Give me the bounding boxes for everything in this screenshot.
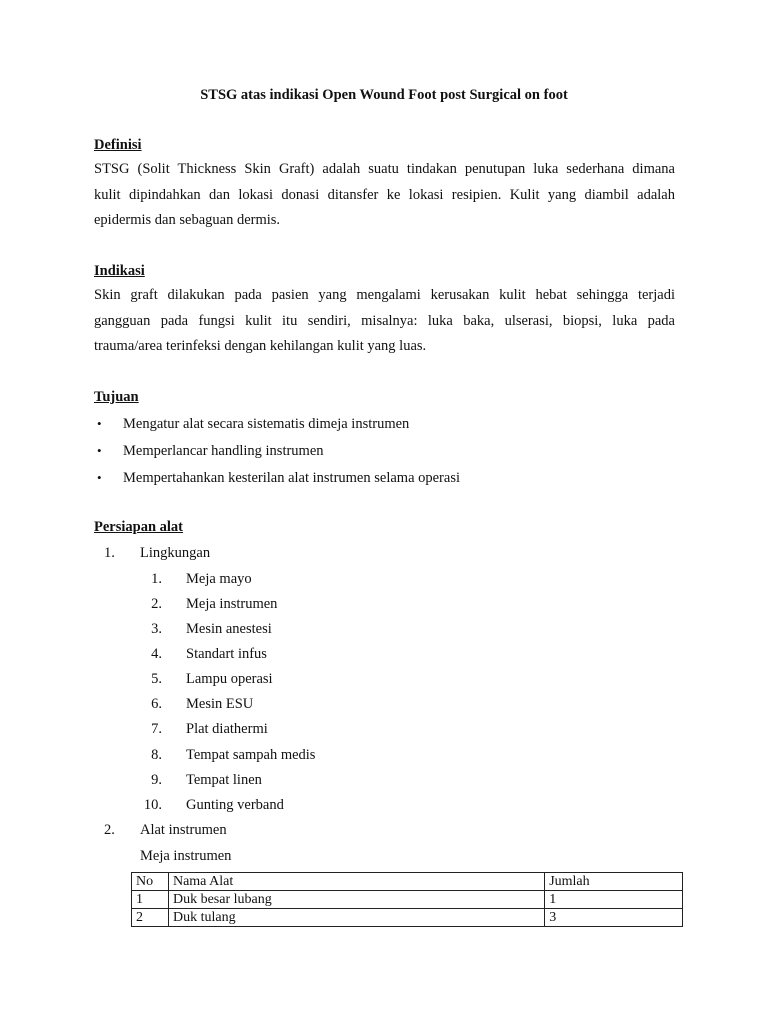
table-cell: Duk tulang bbox=[168, 909, 544, 927]
list-item-label: Mengatur alat secara sistematis dimeja instrumen bbox=[123, 416, 410, 432]
sub-item-label: Tempat sampah medis bbox=[186, 747, 316, 763]
item-label: Alat instrumen bbox=[140, 822, 227, 838]
sub-item-number: 1. bbox=[151, 571, 162, 587]
table-row bbox=[132, 909, 683, 927]
sub-item-label: Mesin ESU bbox=[186, 696, 254, 712]
sub-item-number: 7. bbox=[151, 721, 162, 737]
sub-item-label: Mesin anestesi bbox=[186, 621, 272, 637]
list-item-label: Memperlancar handling instrumen bbox=[123, 443, 324, 459]
table-cell: 2 bbox=[132, 909, 169, 927]
sub-item-label: Meja instrumen bbox=[186, 596, 278, 612]
bullet-icon: • bbox=[97, 416, 102, 431]
sub-item-number: 3. bbox=[151, 621, 162, 637]
table-header-row bbox=[132, 873, 683, 891]
item-label: Lingkungan bbox=[140, 545, 211, 561]
bullet-icon: • bbox=[97, 443, 102, 458]
sub-item-label: Standart infus bbox=[186, 646, 267, 662]
item-number: 1. bbox=[104, 545, 115, 561]
column-header-jumlah: Jumlah bbox=[545, 873, 683, 891]
paragraph-line: trauma/area terinfeksi dengan kehilangan kulit yang luas. bbox=[94, 338, 427, 354]
heading-persiapan-alat: Persiapan alat bbox=[94, 519, 184, 535]
paragraph-line: Skin graft dilakukan pada pasien yang mengalami kerusakan kulit hebat sehingga terjadi bbox=[94, 287, 675, 303]
table-cell: Duk besar lubang bbox=[168, 891, 544, 909]
heading-tujuan: Tujuan bbox=[94, 389, 139, 405]
sub-item-label: Plat diathermi bbox=[186, 721, 268, 737]
table-row bbox=[132, 891, 683, 909]
document-title: STSG atas indikasi Open Wound Foot post Surgical on foot bbox=[200, 87, 568, 103]
sub-item-label: Lampu operasi bbox=[186, 671, 273, 687]
paragraph-line: gangguan pada fungsi kulit itu sendiri, misalnya: luka baka, ulserasi, biopsi, luka pada bbox=[94, 312, 675, 329]
sub-item-label: Meja mayo bbox=[186, 571, 252, 587]
paragraph-definisi bbox=[94, 157, 675, 234]
instrument-table bbox=[131, 872, 683, 927]
heading-indikasi: Indikasi bbox=[94, 263, 145, 279]
sub-item-label: Tempat linen bbox=[186, 772, 262, 788]
sub-item-number: 6. bbox=[151, 696, 162, 712]
paragraph-line: kulit dipindahkan dan lokasi donasi ditansfer ke lokasi resipien. Kulit yang diambil adalah bbox=[94, 186, 675, 203]
sub-item-number: 8. bbox=[151, 747, 162, 763]
sub-item-number: 5. bbox=[151, 671, 162, 687]
item-number: 2. bbox=[104, 822, 115, 838]
paragraph-line: STSG (Solit Thickness Skin Graft) adalah suatu tindakan penutupan luka sederhana dimana bbox=[94, 161, 675, 177]
paragraph-indikasi bbox=[94, 283, 675, 360]
table-cell: 1 bbox=[132, 891, 169, 909]
list-item-label: Mempertahankan kesterilan alat instrumen selama operasi bbox=[123, 470, 460, 486]
sub-item-label: Gunting verband bbox=[186, 797, 284, 813]
sub-item-number: 2. bbox=[151, 596, 162, 612]
bullet-icon: • bbox=[97, 470, 102, 485]
table-cell: 1 bbox=[545, 891, 683, 909]
sub-item-number: 4. bbox=[151, 646, 162, 662]
table-cell: 3 bbox=[545, 909, 683, 927]
sub-item-number: 9. bbox=[151, 772, 162, 788]
table-caption: Meja instrumen bbox=[140, 848, 232, 864]
column-header-nama-alat: Nama Alat bbox=[168, 873, 544, 891]
column-header-no: No bbox=[132, 873, 169, 891]
sub-item-number: 10. bbox=[143, 797, 162, 813]
paragraph-line: epidermis dan sebaguan dermis. bbox=[94, 212, 281, 228]
heading-definisi: Definisi bbox=[94, 137, 142, 153]
